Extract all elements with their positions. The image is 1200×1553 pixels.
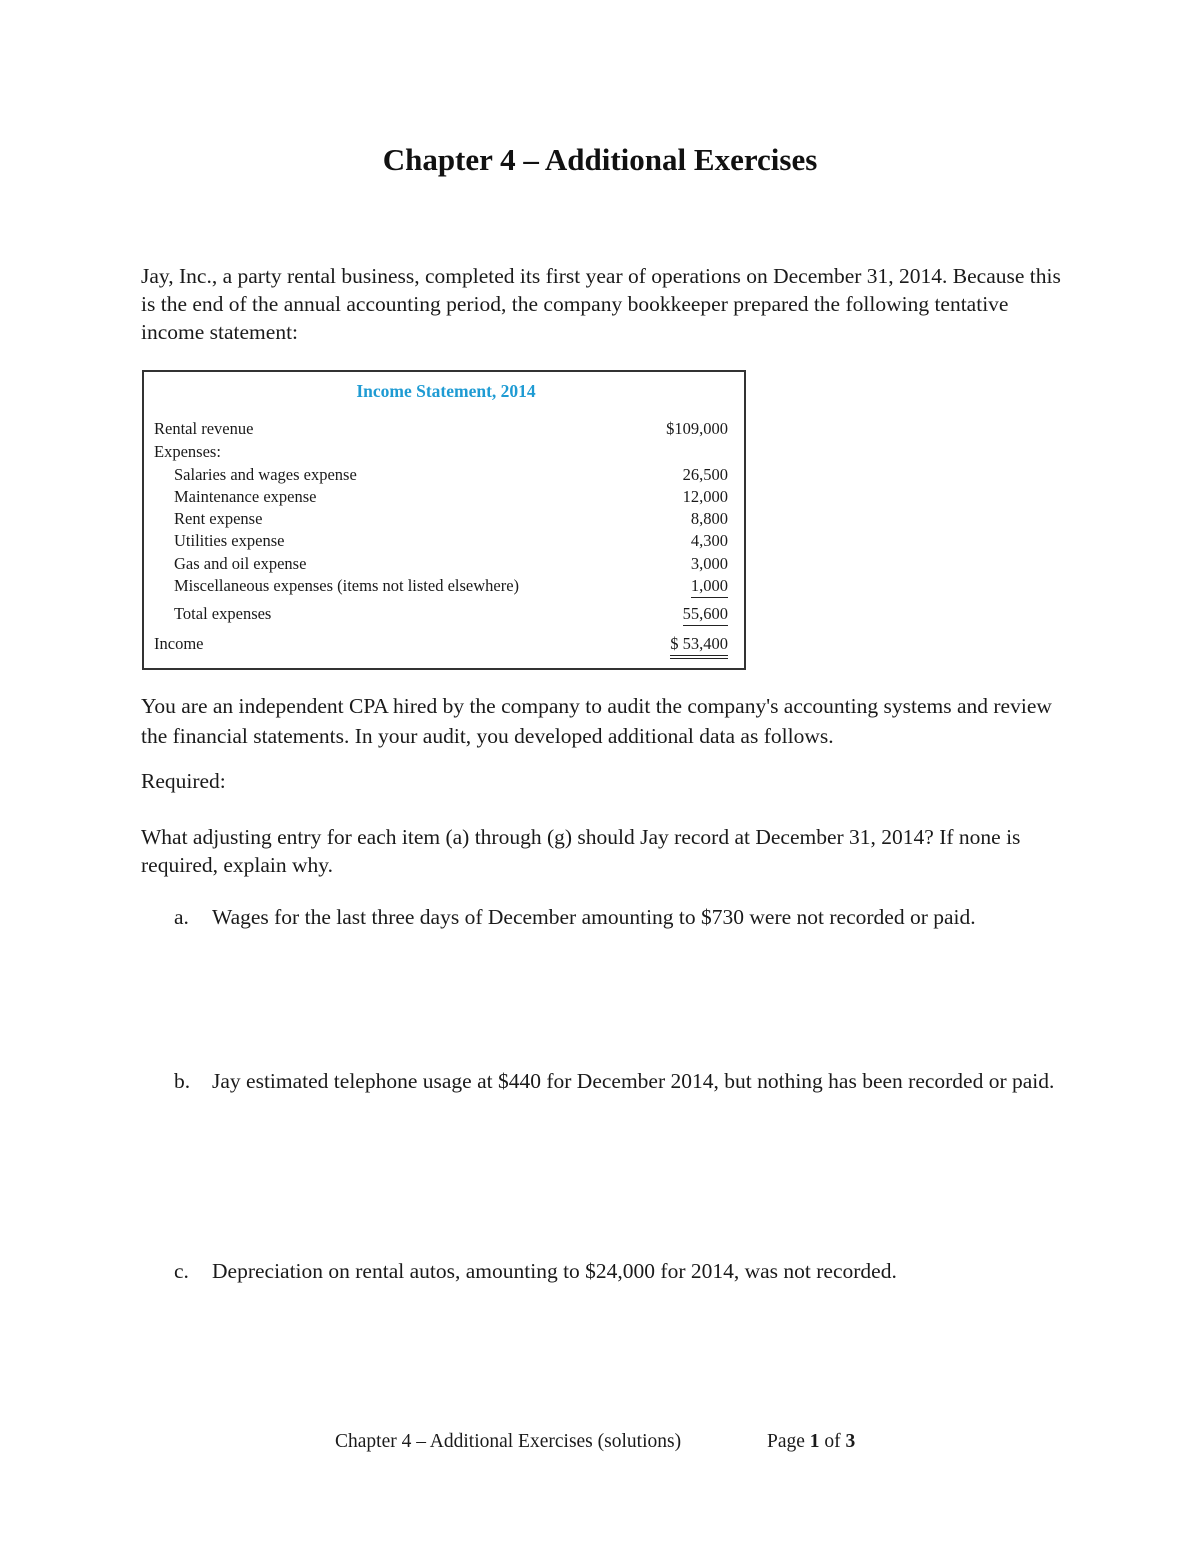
row-label: Miscellaneous expenses (items not listed elsewhere) (174, 576, 520, 595)
income-row (154, 633, 728, 655)
row-value: $109,000 (666, 419, 728, 438)
row-label: Maintenance expense (174, 487, 317, 506)
item-text: Depreciation on rental autos, amounting to $24,000 for 2014, was not recorded. (212, 1259, 897, 1283)
row-value: 12,000 (682, 487, 728, 506)
row-value: 26,500 (682, 465, 728, 484)
row-value: 55,600 (683, 603, 728, 626)
row-label: Rental revenue (154, 419, 254, 438)
row-value: 8,800 (690, 509, 728, 528)
total-expenses-row (154, 603, 728, 625)
footer-title: Chapter 4 – Additional Exercises (solutions) (335, 1431, 682, 1452)
expense-row (154, 464, 728, 486)
income-statement-table (142, 370, 746, 670)
row-label: Rent expense (174, 509, 263, 528)
expense-row (154, 530, 728, 552)
item-text: Jay estimated telephone usage at $440 for December 2014, but nothing has been recorded or paid. (212, 1069, 1055, 1093)
expense-row (154, 553, 728, 575)
rental-revenue-row (154, 418, 728, 440)
row-value: $ 53,400 (670, 633, 728, 659)
row-label: Utilities expense (174, 531, 285, 550)
item-text: Wages for the last three days of December amounting to $730 were not recorded or paid. (212, 905, 976, 929)
list-item (174, 904, 1074, 931)
row-label: Expenses: (154, 442, 221, 461)
row-value: 3,000 (690, 554, 728, 573)
item-letter: c. (174, 1259, 189, 1283)
audit-paragraph: You are an independent CPA hired by the company to audit the company's accounting systems and review the financial statements. In your audit, you developed additional data as follows. (141, 694, 1052, 748)
row-label: Salaries and wages expense (174, 465, 357, 484)
expenses-heading-row (154, 441, 728, 463)
question-paragraph: What adjusting entry for each item (a) through (g) should Jay record at December 31, 2014? If none is required, explain why. (141, 825, 1021, 877)
item-letter: b. (174, 1069, 191, 1093)
item-letter: a. (174, 905, 189, 929)
intro-paragraph: Jay, Inc., a party rental business, completed its first year of operations on December 31, 2014. Because this is the end of the annual accounting period, the company bookkeeper prepared the following tentative income statement: (141, 264, 1061, 344)
row-value: 1,000 (691, 575, 728, 598)
expense-row (154, 575, 728, 597)
page-number (767, 1431, 855, 1453)
statement-title: Income Statement, 2014 (356, 381, 536, 401)
row-label: Gas and oil expense (174, 554, 307, 573)
required-label: Required: (141, 769, 226, 793)
list-item (174, 1068, 1074, 1095)
of-word: of (824, 1431, 841, 1452)
row-label: Total expenses (174, 604, 272, 623)
expense-row (154, 486, 728, 508)
page-current: 1 (809, 1431, 820, 1452)
page-title: Chapter 4 – Additional Exercises (382, 142, 818, 177)
page-footer (335, 1431, 856, 1453)
page-total: 3 (845, 1431, 856, 1452)
row-label: Income (154, 634, 204, 653)
list-item (174, 1258, 1074, 1285)
page-word: Page (767, 1431, 805, 1452)
expense-row (154, 508, 728, 530)
row-value: 4,300 (690, 531, 728, 550)
